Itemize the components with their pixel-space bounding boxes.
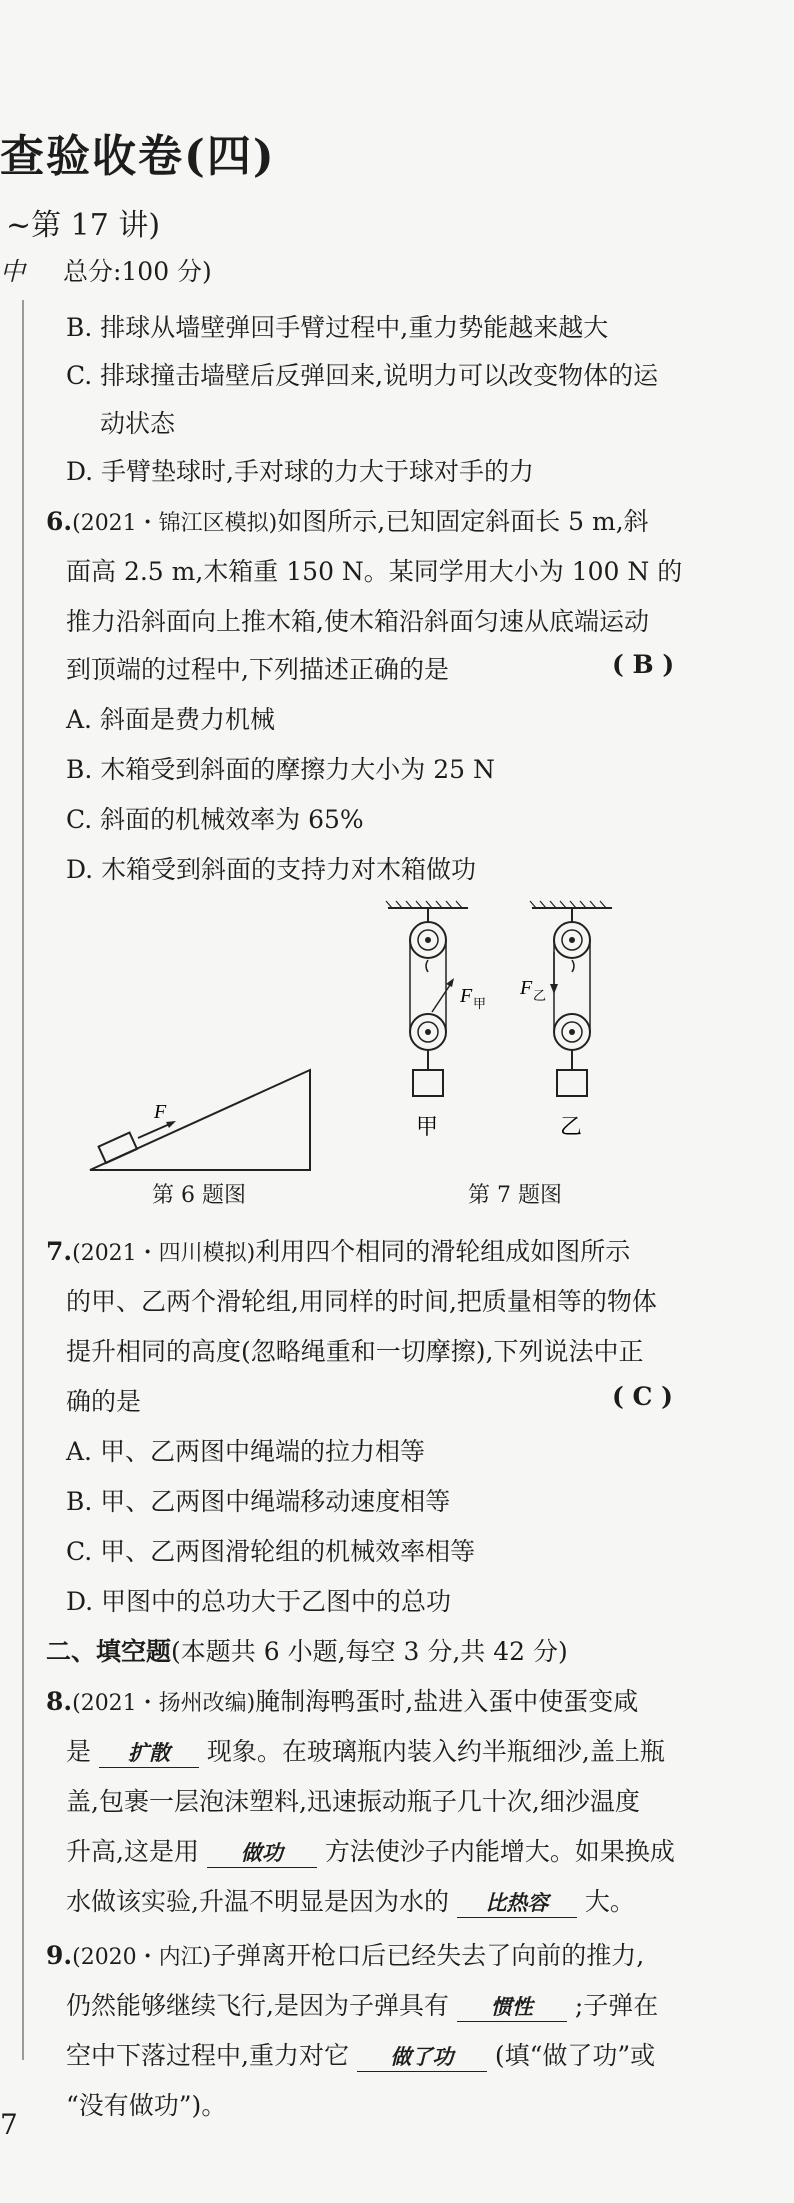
q8-blank3: 比热容 [457, 1887, 577, 1918]
q7-number: 7. [46, 1237, 73, 1266]
q9-line3-pre: 空中下落过程中,重力对它 [66, 2041, 349, 2070]
force-yi-label: F [520, 977, 533, 999]
section-desc: (本题共 6 小题,每空 3 分,共 42 分) [171, 1637, 568, 1666]
q7-stem-line2: 的甲、乙两个滑轮组,用同样的时间,把质量相等的物体 [66, 1287, 657, 1316]
q5-option-c-line2: 动状态 [100, 409, 176, 438]
q9-blank1: 惯性 [457, 1991, 567, 2022]
q8-stem-line3: 盖,包裹一层泡沫塑料,迅速振动瓶子几十次,细沙温度 [66, 1787, 640, 1816]
q8-line1: 腌制海鸭蛋时,盐进入蛋中使蛋变咸 [255, 1687, 639, 1716]
q6-stem-line2: 面高 2.5 m,木箱重 150 N。某同学用大小为 100 N 的 [66, 557, 683, 586]
q8-stem-line5 [66, 1882, 635, 1918]
margin-line [22, 300, 24, 2060]
q6-option-a: A. 斜面是费力机械 [66, 705, 275, 734]
q9-source: (2020・内江) [72, 1945, 212, 1970]
q9-stem-line2 [66, 1986, 658, 2022]
ceiling-jia [386, 901, 468, 908]
force-yi-sub: 乙 [533, 989, 547, 1004]
q6-stem-line4: 到顶端的过程中,下列描述正确的是 [66, 655, 449, 684]
q8-line4-post: 方法使沙子内能增大。如果换成 [324, 1837, 675, 1866]
q7-option-c: C. 甲、乙两图滑轮组的机械效率相等 [66, 1537, 476, 1566]
q9-line3-post: (填“做了功”或 [494, 2041, 656, 2070]
q6-number: 6. [46, 507, 73, 536]
pulley-system-jia [410, 908, 486, 1140]
force-jia-sub: 甲 [473, 997, 487, 1012]
q7-source: (2021・四川模拟) [72, 1241, 256, 1266]
q8-blank2: 做功 [207, 1837, 317, 1868]
q9-line2-pre: 仍然能够继续飞行,是因为子弹具有 [66, 1991, 449, 2020]
q9-line2-post: ;子弹在 [574, 1991, 659, 2020]
q8-stem-line1 [46, 1682, 638, 1718]
q5-option-b: B. 排球从墙壁弹回手臂过程中,重力势能越来越大 [66, 313, 609, 342]
section-title: 二、填空题 [46, 1637, 172, 1666]
page-number: 7 [0, 2108, 18, 2141]
label-yi: 乙 [560, 1115, 583, 1140]
label-jia: 甲 [416, 1115, 439, 1140]
q7-option-d: D. 甲图中的总功大于乙图中的总功 [66, 1587, 452, 1616]
q6-option-d: D. 木箱受到斜面的支持力对木箱做功 [66, 855, 477, 884]
q9-blank2: 做了功 [357, 2041, 487, 2072]
q8-stem-line4 [66, 1832, 675, 1868]
q8-blank1: 扩散 [99, 1737, 199, 1768]
pulley-figure [380, 900, 640, 1170]
weight-jia [413, 1070, 443, 1096]
q8-line2-post: 现象。在玻璃瓶内装入约半瓶细沙,盖上瓶 [206, 1737, 665, 1766]
q5-option-d: D. 手臂垫球时,手对球的力大于球对手的力 [66, 457, 534, 486]
q6-option-c: C. 斜面的机械效率为 65% [66, 805, 364, 834]
ceiling-yi [530, 901, 612, 908]
q8-line5-pre: 水做该实验,升温不明显是因为水的 [66, 1887, 449, 1916]
q6-stem-line3: 推力沿斜面向上推木箱,使木箱沿斜面匀速从底端运动 [66, 607, 649, 636]
q8-number: 8. [46, 1687, 73, 1716]
weight-yi [557, 1070, 587, 1096]
q9-line1: 子弹离开枪口后已经失去了向前的推力, [211, 1941, 645, 1970]
push-force-arrowhead [166, 1121, 176, 1128]
q9-number: 9. [46, 1941, 73, 1970]
page-subtitle: ~第 17 讲) [6, 208, 161, 243]
pulley-system-yi [519, 908, 590, 1140]
q9-stem-line1 [46, 1936, 644, 1972]
q6-source: (2021・锦江区模拟) [72, 511, 278, 536]
q7-stem-line3: 提升相同的高度(忽略绳重和一切摩擦),下列说法中正 [66, 1337, 644, 1366]
q7-answer: ( C ) [612, 1382, 673, 1411]
page-title: 查验收卷(四) [0, 131, 276, 182]
q5-option-c-line1: C. 排球撞击墙壁后反弹回来,说明力可以改变物体的运 [66, 361, 659, 390]
q7-line1: 利用四个相同的滑轮组成如图所示 [255, 1237, 631, 1266]
q7-option-a: A. 甲、乙两图中绳端的拉力相等 [66, 1437, 425, 1466]
q8-source: (2021・扬州改编) [72, 1691, 256, 1716]
q7-option-b: B. 甲、乙两图中绳端移动速度相等 [66, 1487, 451, 1516]
q6-line1: 如图所示,已知固定斜面长 5 m,斜 [277, 507, 649, 536]
q6-stem-line1 [46, 502, 649, 538]
section-fill-in-header [46, 1632, 568, 1668]
time-fragment: 中 [0, 257, 26, 286]
incline-figure [80, 1060, 330, 1180]
q6-option-b: B. 木箱受到斜面的摩擦力大小为 25 N [66, 755, 495, 784]
q8-line5-post: 大。 [584, 1887, 635, 1916]
fig7-caption: 第 7 题图 [468, 1183, 562, 1208]
q9-stem-line4: “没有做功”)。 [66, 2091, 227, 2120]
force-jia-label: F [460, 985, 473, 1007]
fig6-caption: 第 6 题图 [152, 1183, 246, 1208]
q7-stem-line4: 确的是 [66, 1387, 142, 1416]
q9-stem-line3 [66, 2036, 655, 2072]
q6-answer: ( B ) [612, 650, 675, 679]
exam-meta [0, 252, 212, 288]
q8-line4-pre: 升高,这是用 [66, 1837, 199, 1866]
q7-stem-line1 [46, 1232, 630, 1268]
q8-line2-pre: 是 [66, 1737, 92, 1766]
force-label: F [154, 1101, 167, 1123]
wooden-box [99, 1133, 137, 1163]
q8-stem-line2 [66, 1732, 665, 1768]
total-score: 总分:100 分) [62, 257, 212, 286]
